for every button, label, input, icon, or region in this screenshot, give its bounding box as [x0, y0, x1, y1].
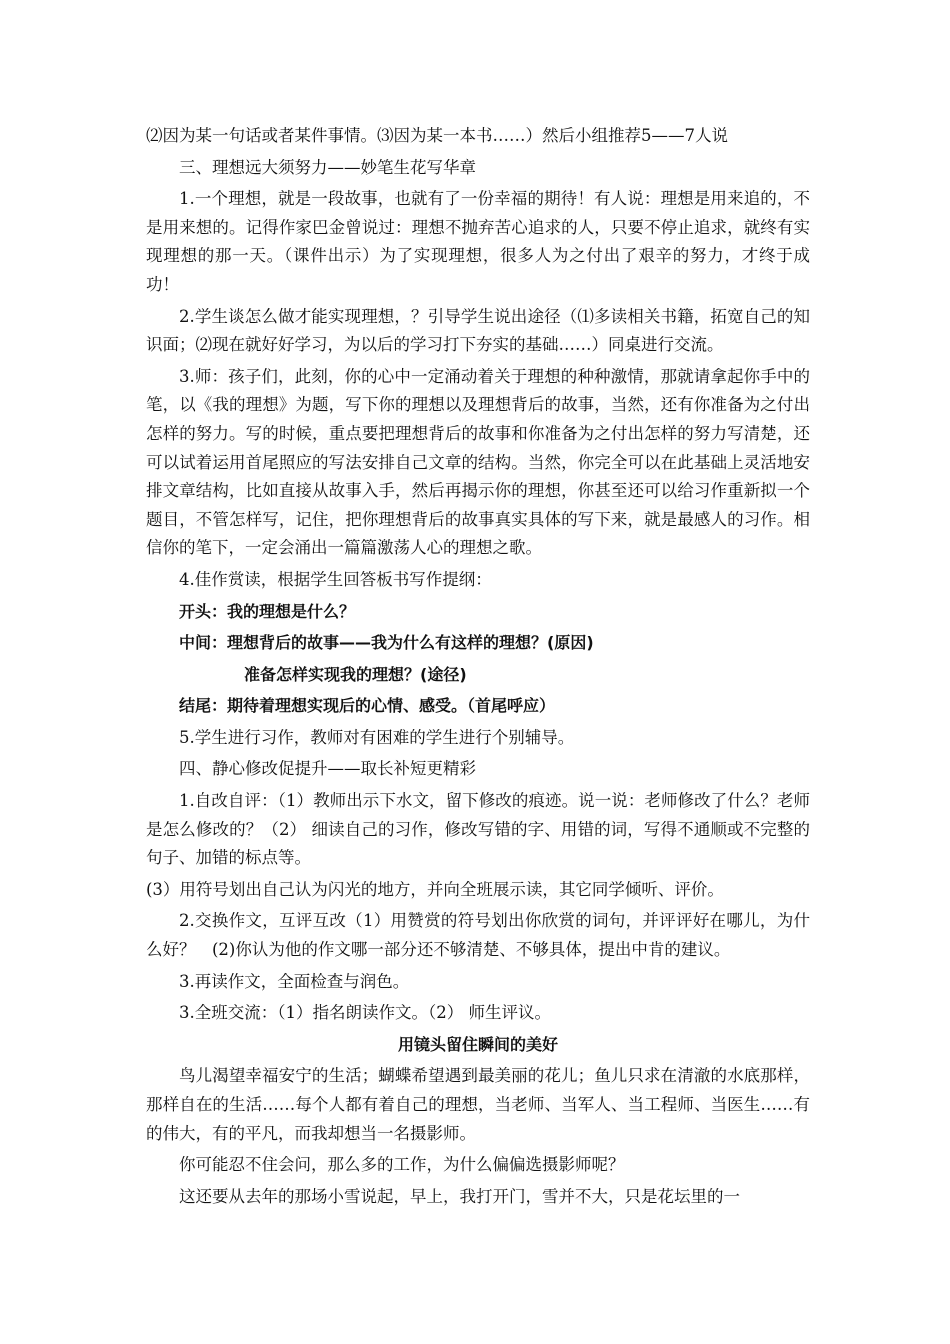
paragraph-essay-question: 你可能忍不住会问，那么多的工作，为什么偏偏选摄影师呢？ — [179, 1155, 625, 1175]
paragraph-reason-list: ⑵因为某一句话或者某件事情。⑶因为某一本书……）然后小组推荐5——7人说 — [146, 126, 728, 145]
paragraph-ideal-story: 1.一个理想，就是一段故事，也就有了一份幸福的期待！有人说：理想是用来追的，不是用来想的。记得作家巴金曾说过：理想不抛弃苦心追求的人，只要不停止追求，就终有实现理想的那一天。（课件出示）为了实现理想，很多人为之付出了艰辛的努力，才终于成功！ — [146, 189, 810, 294]
paragraph-teacher-instruction: 3.师：孩子们，此刻，你的心中一定涌动着关于理想的种种激情，那就请拿起你手中的笔，以《我的理想》为题，写下你的理想以及理想背后的故事，当然，还有你准备为之付出怎样的努力。写的时候，重点要把理想背后的故事和你准备为之付出怎样的努力写清楚，还可以试着运用首尾照应的写法安排自己文章的结构。当然，你完全可以在此基础上灵活地安排文章结构，比如直接从故事入手，然后再揭示你的理想，你甚至还可以给习作重新拟一个题目，不管怎样写，记住，把你理想背后的故事真实具体的写下来，就是最感人的习作。相信你的笔下，一定会涌出一篇篇激荡人心的理想之歌。 — [146, 366, 810, 558]
document-page — [146, 122, 810, 1214]
essay-title: 用镜头留住瞬间的美好 — [397, 1034, 558, 1054]
paragraph-essay-snow: 这还要从去年的那场小雪说起，早上，我打开门，雪并不大，只是花坛里的一 — [179, 1186, 740, 1206]
outline-ending: 结尾：期待着理想实现后的心情、感受。（首尾呼应） — [179, 696, 556, 716]
outline-middle: 中间：理想背后的故事——我为什么有这样的理想？(原因) — [179, 633, 594, 653]
paragraph-how-to-achieve: 2.学生谈怎么做才能实现理想，？引导学生说出途径（⑴多读相关书籍，拓宽自己的知识面；⑵现在就好好学习，为以后的学习打下夯实的基础……）同桌进行交流。 — [146, 306, 810, 355]
paragraph-class-exchange: 3.全班交流：（1）指名朗读作文。（2） 师生评议。 — [179, 1003, 551, 1023]
section-heading-four: 四、静心修改促提升——取长补短更精彩 — [179, 759, 476, 779]
paragraph-appreciation: 4.佳作赏读，根据学生回答板书写作提纲： — [179, 569, 492, 589]
outline-beginning: 开头：我的理想是什么？ — [179, 601, 356, 621]
paragraph-writing-practice: 5.学生进行习作，教师对有困难的学生进行个别辅导。 — [179, 727, 575, 747]
section-heading-three: 三、理想远大须努力——妙笔生花写华章 — [179, 157, 476, 177]
paragraph-highlight: (3）用符号划出自己认为闪光的地方，并向全班展示读，其它同学倾听、评价。 — [146, 879, 724, 899]
paragraph-self-revision: 1.自改自评：（1）教师出示下水文，留下修改的痕迹。说一说：老师修改了什么？老师是怎么修改的？（2） 细读自己的习作，修改写错的字、用错的词，写得不通顺或不完整的句子、加错的标点等。 — [146, 791, 810, 868]
outline-middle-route: 准备怎样实现我的理想？(途径) — [244, 664, 467, 684]
paragraph-essay-intro: 鸟儿渴望幸福安宁的生活；蝴蝶希望遇到最美丽的花儿；鱼儿只求在清澈的水底那样，那样自在的生活……每个人都有着自己的理想，当老师、当军人、当工程师、当医生……有的伟大，有的平凡，而我却想当一名摄影师。 — [146, 1066, 810, 1143]
paragraph-reread: 3.再读作文，全面检查与润色。 — [179, 971, 410, 991]
paragraph-peer-review: 2.交换作文，互评互改（1）用赞赏的符号划出你欣赏的词句，并评评好在哪儿，为什么好？ (2)你认为他的作文哪一部分还不够清楚、不够具体，提出中肯的建议。 — [146, 911, 810, 960]
